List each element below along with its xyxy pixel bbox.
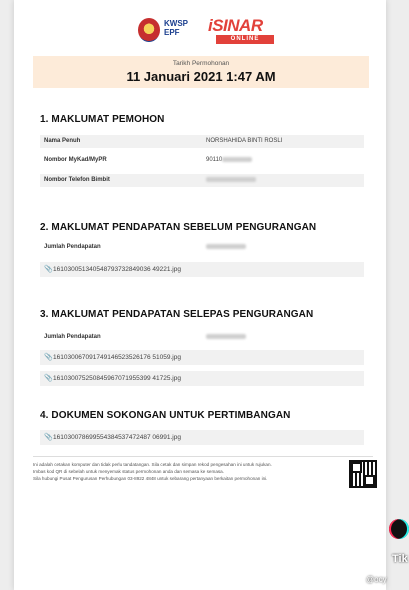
row-value-redacted (206, 174, 256, 187)
kwsp-logo-icon (138, 18, 160, 42)
header-logos (14, 14, 386, 50)
section-applicant-title: 1. MAKLUMAT PEMOHON (40, 114, 165, 125)
applicant-name-row (40, 135, 364, 148)
redacted-blur (206, 244, 246, 249)
attachment-row[interactable] (40, 430, 364, 445)
attachment-filename[interactable]: 161030067091749146523526176 51059.jpg (53, 354, 181, 361)
redacted-blur (206, 334, 246, 339)
application-date-box (33, 56, 369, 88)
redacted-blur (222, 157, 252, 162)
application-date-value: 11 Januari 2021 1:47 AM (126, 69, 276, 84)
footer-note-line: Sila hubungi Pusat Pengurusan Perhubungan 03-8922 4848 untuk sebarang pertanyaan berkaitan permohonan ini. (33, 476, 268, 481)
section-supporting-docs-title: 4. DOKUMEN SOKONGAN UNTUK PERTIMBANGAN (40, 410, 291, 421)
row-label: Jumlah Pendapatan (44, 334, 101, 340)
attachment-row[interactable] (40, 262, 364, 277)
attachment-row[interactable] (40, 350, 364, 365)
footer-divider (33, 456, 373, 457)
tiktok-watermark: Tik (392, 553, 408, 565)
row-label: Nombor Telefon Bimbit (44, 177, 110, 183)
tiktok-logo-icon (389, 519, 409, 539)
attachment-row[interactable] (40, 371, 364, 386)
footer-notes (33, 461, 333, 482)
row-label: Jumlah Pendapatan (44, 244, 101, 250)
applicant-mykad-row (40, 154, 364, 167)
kwsp-logo-text (164, 19, 188, 37)
applicant-phone-row (40, 174, 364, 187)
tiktok-user-handle: @ocy (366, 575, 387, 584)
application-date-label: Tarikh Permohonan (172, 60, 230, 67)
redacted-blur (206, 177, 256, 182)
footer-note-line: Imbas kod QR di sebelah untuk menyemak status permohonan anda dan semasa ke semasa. (33, 469, 225, 474)
income-after-row (40, 331, 364, 344)
isinar-logo (208, 16, 278, 46)
paperclip-icon: 📎 (44, 266, 53, 273)
row-value-redacted (206, 331, 246, 344)
paperclip-icon: 📎 (44, 375, 53, 382)
document-page (14, 0, 386, 590)
row-value-redacted (206, 241, 246, 254)
row-label: Nama Penuh (44, 138, 81, 144)
section-income-before-title: 2. MAKLUMAT PENDAPATAN SEBELUM PENGURANGAN (40, 222, 317, 233)
attachment-filename[interactable]: 161030075250845967071955399 41725.jpg (53, 375, 181, 382)
row-value: NORSHAHIDA BINTI ROSLI (206, 138, 283, 144)
paperclip-icon: 📎 (44, 354, 53, 361)
kwsp-label: KWSP (164, 19, 188, 28)
epf-label: EPF (164, 28, 180, 37)
isinar-online-label: ONLINE (216, 35, 274, 44)
income-before-row (40, 241, 364, 254)
attachment-filename[interactable]: 161030051340548793732849036 49221.jpg (53, 266, 181, 273)
qr-code-icon[interactable] (349, 460, 377, 488)
paperclip-icon: 📎 (44, 434, 53, 441)
row-value-redacted (206, 154, 252, 167)
isinar-title: iSINAR (208, 16, 263, 35)
attachment-filename[interactable]: 161030078699554384537472487 06991.jpg (53, 434, 181, 441)
row-label: Nombor MyKad/MyPR (44, 157, 107, 163)
section-income-after-title: 3. MAKLUMAT PENDAPATAN SELEPAS PENGURANGAN (40, 309, 314, 320)
footer-note-line: Ini adalah cetakan komputer dan tidak perlu tandatangan. Sila cetak dan simpan rekod pengesahan ini untuk rujukan. (33, 462, 272, 467)
mykad-partial: 90110 (206, 157, 223, 163)
